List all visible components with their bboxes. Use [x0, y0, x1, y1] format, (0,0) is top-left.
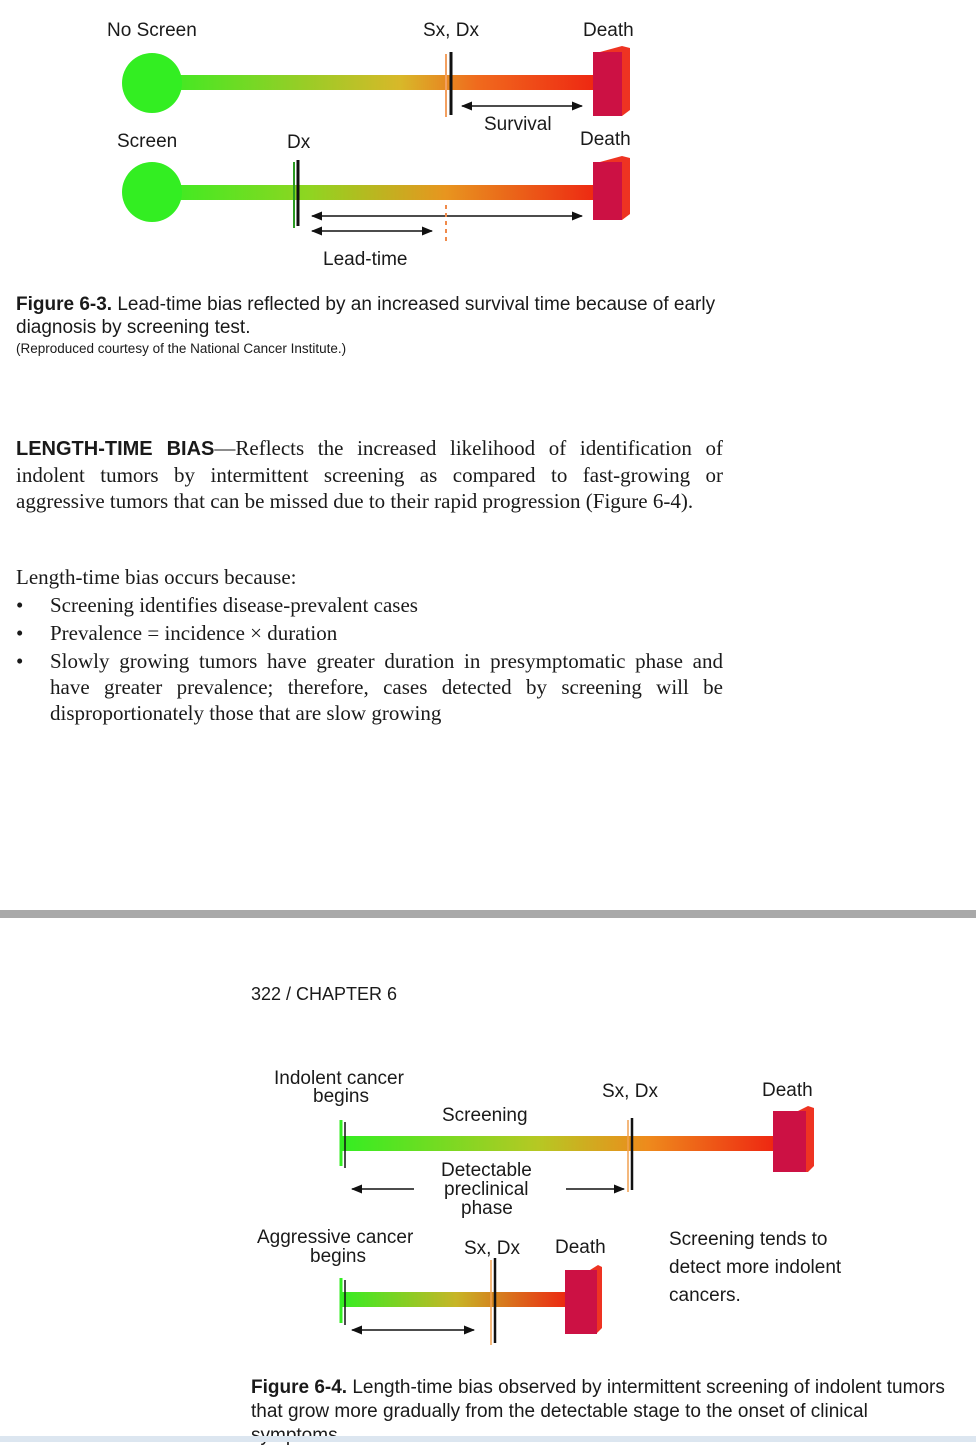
death-label: Death — [580, 129, 631, 150]
disease-onset-circle — [122, 162, 182, 222]
figure-note: detect more indolent — [669, 1257, 842, 1278]
timeline-bar-aggressive — [340, 1292, 572, 1307]
indolent-label: Indolent cancer — [274, 1068, 404, 1089]
list-lead-in: Length-time bias occurs because: — [16, 565, 297, 589]
bullet-icon: • — [16, 593, 24, 617]
bullet-icon: • — [16, 621, 24, 645]
screening-label: Screening — [442, 1105, 528, 1126]
sx-dx-label: Sx, Dx — [602, 1081, 658, 1102]
death-label: Death — [555, 1237, 606, 1258]
bullet-icon: • — [16, 649, 24, 673]
figure-6-4-diagram — [0, 918, 900, 1358]
definition-text: —Reflects the increased likelihood of identification of indolent tumors by intermittent screening as compared to fast-growing or aggressive tumors that can be missed due to their rapid progression (Figure 6-4). — [16, 436, 723, 513]
aggressive-label: Aggressive cancer — [257, 1227, 414, 1248]
figure-note: cancers. — [669, 1285, 741, 1306]
indolent-label: begins — [313, 1086, 369, 1107]
reasons-list — [16, 592, 723, 728]
death-block-icon — [593, 46, 630, 116]
death-label: Death — [762, 1080, 813, 1101]
detectable-preclinical-label: phase — [461, 1198, 513, 1219]
sx-dx-label: Sx, Dx — [464, 1238, 520, 1259]
figure-label: Figure 6-4. — [251, 1377, 348, 1398]
length-time-definition — [16, 435, 723, 514]
list-item-text: Prevalence = incidence × duration — [50, 621, 338, 645]
timeline-bar-no-screen — [150, 75, 602, 90]
lead-time-label: Lead-time — [323, 249, 408, 270]
disease-onset-circle — [122, 53, 182, 113]
list-item — [16, 620, 723, 646]
page-divider — [0, 910, 976, 918]
list-item — [16, 648, 723, 726]
screen-label: Screen — [117, 131, 178, 152]
death-block-icon — [565, 1265, 602, 1334]
detectable-preclinical-label: Detectable — [441, 1160, 532, 1181]
page-lower — [0, 918, 976, 1442]
running-head: 322 / CHAPTER 6 — [251, 984, 398, 1004]
figure-6-3-diagram — [0, 0, 760, 280]
figure-credit: (Reproduced courtesy of the National Cancer Institute.) — [16, 341, 347, 356]
figure-6-3-caption — [16, 293, 726, 339]
sx-dx-label: Sx, Dx — [423, 20, 479, 41]
death-block-icon — [773, 1106, 814, 1172]
caption-text: Length-time bias observed by intermittent screening of indolent tumors that grow more gradually from the detectable stage to the onset of clinical — [251, 1377, 945, 1422]
viewer-bottom-edge — [0, 1436, 976, 1442]
death-block-icon — [593, 156, 630, 220]
figure-label: Figure 6-3. — [16, 294, 113, 315]
timeline-bar-screen — [150, 185, 602, 200]
no-screen-label: No Screen — [107, 20, 197, 41]
detectable-preclinical-label: preclinical — [444, 1179, 529, 1200]
term-heading: LENGTH-TIME BIAS — [16, 438, 215, 460]
survival-label: Survival — [484, 114, 552, 135]
list-item — [16, 592, 723, 618]
timeline-bar-indolent — [340, 1136, 780, 1151]
list-item-text: Screening identifies disease-prevalent cases — [50, 593, 418, 617]
list-item-text: Slowly growing tumors have greater duration in presymptomatic phase and have greater prevalence; therefore, cases detected by screening will be disproportionately those that are slow growing — [50, 649, 723, 725]
dx-label: Dx — [287, 132, 311, 153]
figure-note: Screening tends to — [669, 1229, 828, 1250]
caption-text: Lead-time bias reflected by an increased survival time because of early diagnosis by screening test. — [16, 294, 716, 338]
aggressive-label: begins — [310, 1246, 366, 1267]
death-label: Death — [583, 20, 634, 41]
